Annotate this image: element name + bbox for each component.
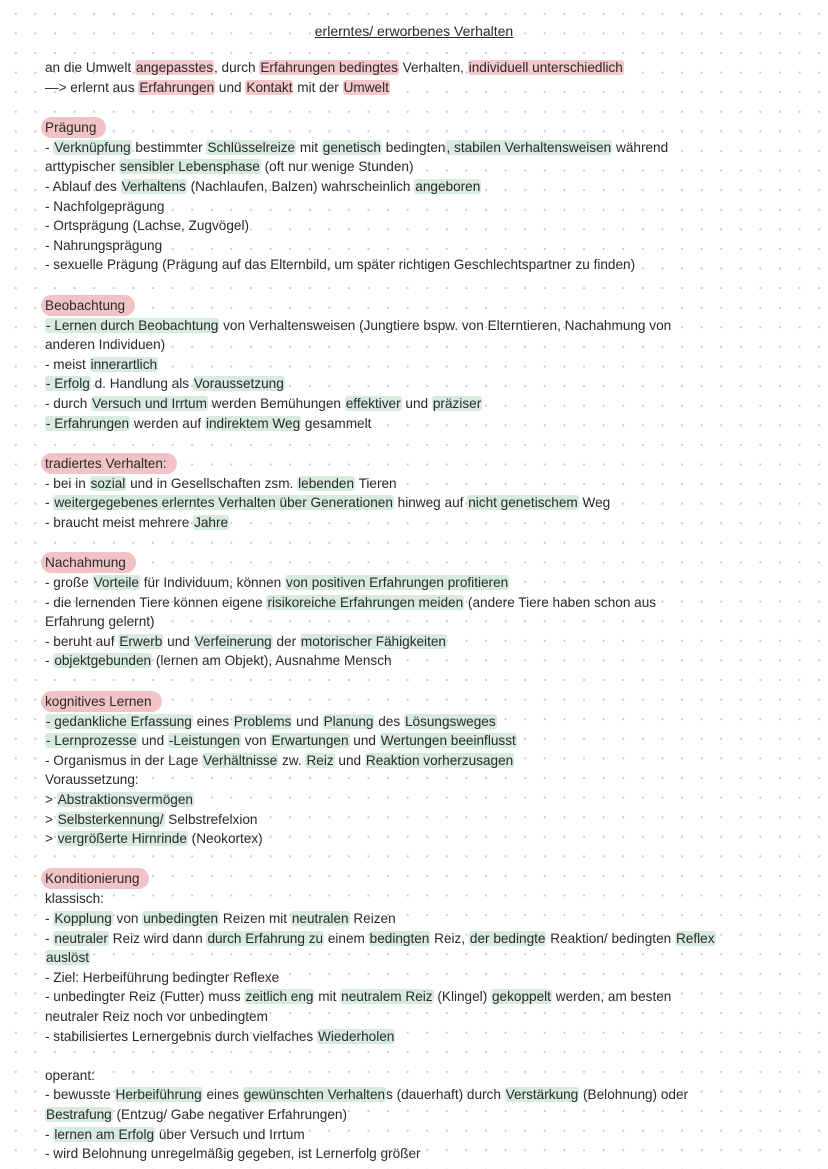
highlight: Schlüsselreize — [207, 139, 296, 155]
spacer — [45, 97, 775, 117]
highlight: Verknüpfung — [54, 139, 131, 155]
section-heading: Nachahmung — [41, 552, 136, 573]
note-line: > Selbsterkennung/ Selbstrefelxion — [45, 811, 258, 827]
note-line: - gedankliche Erfassung eines Problems und Planung des Lösungsweges — [46, 713, 496, 729]
highlight: effektiver — [345, 395, 401, 411]
highlight: objektgebunden — [54, 653, 152, 669]
highlight: Bestrafung — [46, 1106, 112, 1122]
note-line: - meist innerartlich — [45, 356, 158, 372]
highlight: Problems — [233, 713, 292, 729]
section-heading-row — [45, 691, 775, 712]
highlight: durch Erfahrung zu — [207, 930, 324, 946]
highlight: gewünschten Verhalten — [243, 1087, 386, 1103]
highlight: angepasstes — [135, 60, 213, 75]
section-heading-row — [45, 453, 775, 474]
note-line: neutraler Reiz noch vor unbedingtem — [45, 1008, 268, 1024]
highlight: risikoreiche Erfahrungen meiden — [267, 594, 464, 610]
spacer — [45, 275, 775, 295]
highlight: Erfahrungen bedingtes — [260, 60, 398, 75]
section-heading: Beobachtung — [41, 295, 135, 316]
note-line: - Organismus in der Lage Verhältnisse zw. Reiz und Reaktion vorherzusagen — [45, 752, 514, 768]
highlight: Reflex — [675, 930, 715, 946]
highlight: Planung — [323, 713, 374, 729]
spacer — [45, 532, 775, 552]
highlight: Erwartungen — [271, 733, 349, 749]
highlight: unbedingten — [143, 910, 219, 926]
highlight: Kontakt — [246, 79, 293, 95]
highlight: Reaktion vorherzusagen — [365, 752, 514, 768]
note-line: > Abstraktionsvermögen — [45, 792, 193, 807]
note-line: - braucht meist mehrere Jahre — [45, 514, 229, 530]
section-heading-row — [45, 295, 775, 316]
highlight: Verhältnisse — [203, 752, 278, 768]
section-heading-row — [45, 117, 775, 138]
highlight: , stabilen Verhaltensweisen — [446, 139, 612, 155]
note-line: operant: — [45, 1067, 95, 1083]
highlight: Selbsterkennung/ — [57, 811, 164, 827]
highlight: Herbeiführung — [115, 1087, 202, 1103]
highlight: neutraler — [54, 930, 108, 946]
highlight: Voraussetzung — [193, 376, 284, 392]
section-heading-row — [45, 552, 775, 573]
highlight: Verfeinerung — [194, 633, 272, 649]
highlight: Wiederholen — [318, 1028, 395, 1044]
note-line: - Nahrungsprägung — [45, 237, 163, 253]
note-line: - objektgebunden (lernen am Objekt), Ausnahme Mensch — [45, 653, 392, 669]
note-line: klassisch: — [45, 891, 104, 907]
note-line: - durch Versuch und Irrtum werden Bemühungen effektiver und präziser — [45, 395, 482, 411]
highlight: Lösungsweges — [404, 713, 496, 729]
highlight: - Lernprozesse — [46, 733, 137, 749]
highlight: Umwelt — [343, 79, 389, 95]
highlight: vergrößerte Hirnrinde — [57, 831, 187, 847]
highlight: - Erfolg — [46, 376, 90, 392]
notes-body — [45, 58, 775, 1164]
highlight: auslöst — [46, 950, 90, 966]
section-heading-row — [45, 868, 775, 889]
highlight: - Lernen durch Beobachtung — [46, 317, 219, 333]
highlight: von positiven Erfahrungen profitieren — [286, 575, 509, 591]
note-line: arttypischer sensibler Lebensphase (oft nur wenige Stunden) — [45, 159, 414, 175]
note-line: - Lernen durch Beobachtung von Verhaltensweisen (Jungtiere bspw. von Elterntieren, Nachahmung von — [46, 317, 672, 333]
note-line: - sexuelle Prägung (Prägung auf das Elternbild, um später richtigen Geschlechtspartner zu finden) — [45, 257, 636, 273]
highlight: individuell unterschiedlich — [468, 60, 623, 75]
highlight: präziser — [432, 395, 482, 411]
highlight: Abstraktionsvermögen — [57, 792, 193, 807]
highlight: lernen am Erfolg — [54, 1126, 155, 1142]
highlight: angeboren — [415, 178, 481, 194]
page-title: erlerntes/ erworbenes Verhalten — [314, 23, 514, 39]
note-line: - wird Belohnung unregelmäßig gegeben, ist Lernerfolg größer — [45, 1146, 421, 1162]
highlight: Verstärkung — [505, 1087, 579, 1103]
note-line: - beruht auf Erwerb und Verfeinerung der motorischer Fähigkeiten — [45, 633, 446, 649]
highlight: sozial — [90, 475, 126, 491]
note-line — [45, 948, 775, 968]
note-line — [45, 1046, 775, 1066]
note-line: - Kopplung von unbedingten Reizen mit neutralen Reizen — [45, 910, 396, 926]
note-line: - Erfahrungen werden auf indirektem Weg gesammelt — [46, 415, 372, 431]
note-line: - lernen am Erfolg über Versuch und Irrtum — [45, 1126, 305, 1142]
highlight: weitergegebenes erlerntes Verhalten über Generationen — [54, 495, 393, 511]
highlight: neutralen — [291, 910, 349, 926]
note-line: - neutraler Reiz wird dann durch Erfahrung zu einem bedingten Reiz, der bedingte Reaktion/ bedingten Reflex — [45, 930, 715, 946]
note-line: - die lernenden Tiere können eigene risikoreiche Erfahrungen meiden (andere Tiere haben schon aus — [45, 594, 657, 610]
note-line: - Erfolg d. Handlung als Voraussetzung — [46, 376, 284, 392]
spacer — [45, 433, 775, 453]
highlight: motorischer Fähigkeiten — [300, 633, 446, 649]
highlight: Jahre — [194, 514, 229, 530]
note-line: - Verknüpfung bestimmter Schlüsselreize mit genetisch bedingten, stabilen Verhaltensweisen während — [45, 139, 669, 155]
note-line: Voraussetzung: — [45, 772, 139, 788]
note-line: - Ortsprägung (Lachse, Zugvögel) — [45, 218, 250, 234]
note-line: anderen Individuen) — [45, 337, 166, 353]
highlight: - gedankliche Erfassung — [46, 713, 192, 729]
section-heading: tradiertes Verhalten: — [41, 453, 177, 474]
highlight: innerartlich — [90, 356, 158, 372]
highlight: gekoppelt — [492, 989, 551, 1005]
note-line: - weitergegebenes erlerntes Verhalten über Generationen hinweg auf nicht genetischem Weg — [45, 495, 611, 511]
highlight: neutralem Reiz — [341, 989, 433, 1005]
highlight: genetisch — [322, 139, 381, 155]
note-line: - große Vorteile für Individuum, können von positiven Erfahrungen profitieren — [45, 575, 509, 591]
highlight: Verhaltens — [121, 178, 186, 194]
spacer — [45, 671, 775, 691]
note-line: - bei in sozial und in Gesellschaften zsm. lebenden Tieren — [45, 475, 397, 491]
note-line: - unbedingter Reiz (Futter) muss zeitlich eng mit neutralem Reiz (Klingel) gekoppelt werden, am besten — [45, 989, 672, 1005]
note-line: - Nachfolgeprägung — [45, 198, 165, 214]
highlight: Kopplung — [54, 910, 112, 926]
intro-line: an die Umwelt angepasstes, durch Erfahrungen bedingtes Verhalten, individuell unterschiedlich — [45, 60, 623, 75]
note-line: Bestrafung (Entzug/ Gabe negativer Erfahrungen) — [46, 1106, 348, 1122]
note-line: - stabilisiertes Lernergebnis durch vielfaches Wiederholen — [45, 1028, 395, 1044]
highlight: Erfahrungen — [139, 79, 215, 95]
highlight: zeitlich eng — [245, 989, 314, 1005]
highlight: Erwerb — [119, 633, 163, 649]
highlight: Vorteile — [93, 575, 139, 591]
highlight: indirektem Weg — [205, 415, 301, 431]
highlight: nicht genetischem — [468, 495, 578, 511]
note-line: > vergrößerte Hirnrinde (Neokortex) — [45, 831, 263, 847]
highlight: sensibler Lebensphase — [120, 159, 260, 175]
intro-line: —> erlernt aus Erfahrungen und Kontakt mit der Umwelt — [45, 79, 389, 95]
section-heading: Prägung — [41, 117, 106, 138]
spacer — [45, 849, 775, 869]
note-line: - Ziel: Herbeiführung bedingter Reflexe — [45, 969, 280, 985]
highlight: Reiz — [306, 752, 334, 768]
highlight: der bedingte — [469, 930, 546, 946]
highlight: -Leistungen — [168, 733, 240, 749]
highlight: bedingten — [369, 930, 430, 946]
highlight: lebenden — [298, 475, 355, 491]
highlight: Versuch und Irrtum — [92, 395, 207, 411]
note-line: - Ablauf des Verhaltens (Nachlaufen, Balzen) wahrscheinlich angeboren — [45, 178, 481, 194]
section-heading: Konditionierung — [41, 868, 149, 889]
highlight: Wertungen beeinflusst — [380, 733, 516, 749]
note-line: - Lernprozesse und -Leistungen von Erwartungen und Wertungen beeinflusst — [46, 733, 516, 749]
highlight: - Erfahrungen — [46, 415, 130, 431]
note-line: Erfahrung gelernt) — [45, 614, 155, 630]
section-heading: kognitives Lernen — [41, 691, 162, 712]
note-line: - bewusste Herbeiführung eines gewünschten Verhaltens (dauerhaft) durch Verstärkung (Belohnung) oder — [45, 1087, 689, 1103]
